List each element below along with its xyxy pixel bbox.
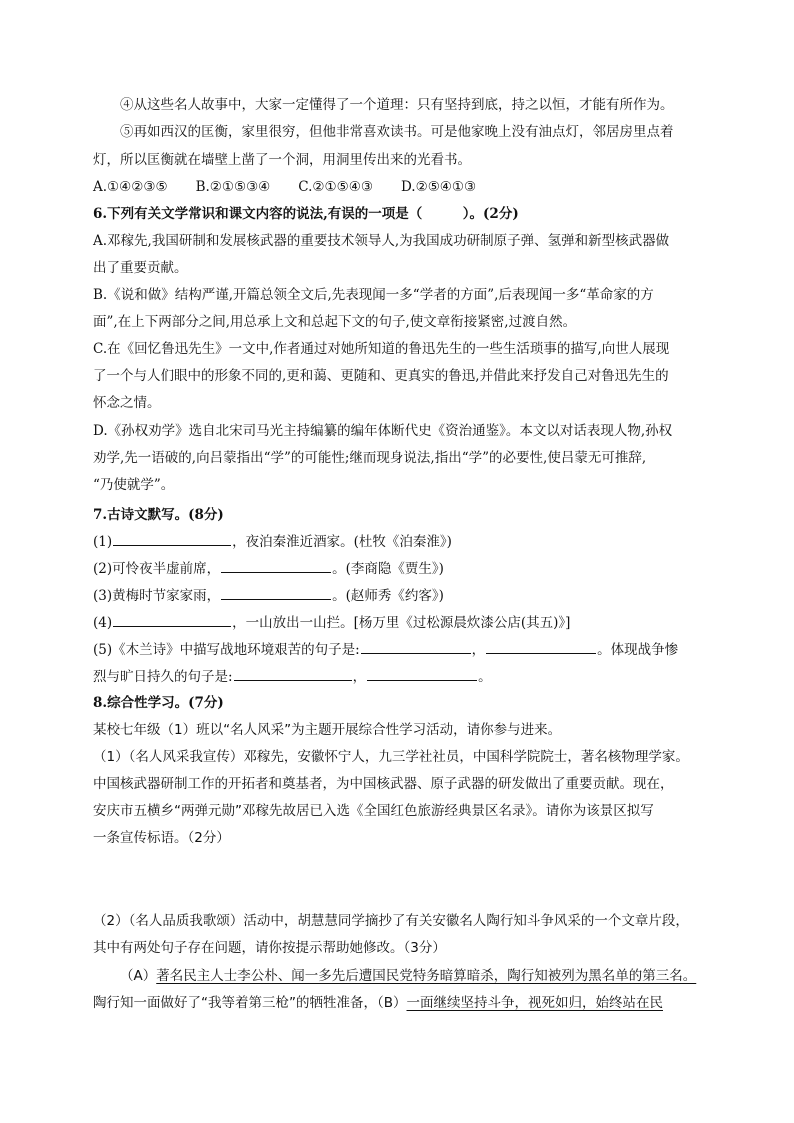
q8-s1-line1: （1）（名人风采我宣传）邓稼先，安徽怀宁人，九三学社社员，中国科学院院士，著名核物理学家。: [93, 749, 689, 765]
q6-option-b-line2: 面”,在上下两部分之间,用总承上文和总起下文的句子,使文章衔接紧密,过渡自然。: [93, 314, 577, 330]
q7-title: 7.古诗文默写。(8分): [93, 507, 224, 523]
q7-part-1: (1) ，夜泊秦淮近酒家。(杜牧《泊秦淮》): [93, 531, 705, 552]
q8-s1-line3: 安庆市五横乡“两弹元勋”邓稼先故居已入选《全国红色旅游经典景区名录》。请你为该景区拟写: [93, 803, 654, 819]
q5-options: [93, 177, 705, 197]
q8-s2-line4: 陶行知一面做好了“我等着第三枪”的牺牲准备，（B）一面继续坚持斗争，视死如归，始终站在民: [93, 995, 663, 1011]
q6-title: 6.下列有关文学常识和课文内容的说法,有误的一项是（ ）。(2分): [93, 206, 519, 222]
q5-option-b[interactable]: B.②①⑤③④: [195, 179, 271, 195]
q6-option-d-line1: D.《孙权劝学》选自北宋司马光主持编纂的编年体断代史《资治通鉴》。本文以对话表现人物,孙权: [93, 423, 673, 439]
q7-part-5-line2: 烈与旷日持久的句子是: ， 。: [93, 666, 705, 687]
q7-blank-2[interactable]: [221, 558, 331, 573]
q7-part-2: (2)可怜夜半虚前席， 。(李商隐《贾生》): [93, 558, 705, 579]
q6-option-a-line2: 出了重要贡献。: [93, 260, 188, 276]
q8-underlined-sentence-a: 著名民主人士李公朴、闻一多先后遭国民党特务暗算暗杀，陶行知被列为黑名单的第三名。: [156, 968, 697, 984]
q7-blank-6[interactable]: [486, 639, 596, 654]
q5-item-4: ④从这些名人故事中，大家一定懂得了一个道理：只有坚持到底，持之以恒，才能有所作为。: [120, 97, 674, 113]
q5-option-a[interactable]: A.①④②③⑤: [93, 179, 168, 195]
q5-option-d[interactable]: D.②⑤④①③: [400, 179, 477, 195]
q7-blank-8[interactable]: [367, 666, 477, 681]
q6-option-c-line2: 了一个与人们眼中的形象不同的,更和蔼、更随和、更真实的鲁迅,并借此来抒发自己对鲁迅先生的: [93, 368, 669, 384]
q7-blank-4[interactable]: [113, 612, 231, 627]
q6-option-b-line1: B.《说和做》结构严谨,开篇总领全文后,先表现闻一多“学者的方面”,后表现闻一多“革命家的方: [93, 287, 654, 303]
q7-blank-3[interactable]: [221, 585, 331, 600]
q6-option-d-line2: 劝学,先一语破的,向吕蒙指出“学”的可能性;继而现身说法,指出“学”的必要性,使吕蒙无可推辞,: [93, 450, 647, 466]
q5-option-c[interactable]: C.②①⑤④③: [298, 179, 373, 195]
q6-option-c-line3: 怀念之情。: [93, 395, 161, 411]
q8-underlined-sentence-b: 一面继续坚持斗争，视死如归，始终站在民: [406, 995, 663, 1011]
q6-option-d-line3: “乃使就学”。: [93, 477, 175, 493]
q6-option-a-line1: A.邓稼先,我国研制和发展核武器的重要技术领导人,为我国成功研制原子弹、氢弹和新型核武器做: [93, 233, 670, 249]
q8-s2-sentence-a: （A）著名民主人士李公朴、闻一多先后遭国民党特务暗算暗杀，陶行知被列为黑名单的第三名。: [120, 968, 697, 984]
q7-part-3: (3)黄梅时节家家雨， 。(赵师秀《约客》): [93, 585, 705, 606]
q8-s2-line2: 其中有两处句子存在问题，请你按提示帮助她修改。（3分）: [93, 940, 446, 956]
q8-intro: 某校七年级（1）班以“名人风采”为主题开展综合性学习活动，请你参与进来。: [93, 722, 562, 738]
q8-s2-line1: （2）（名人品质我歌颂）活动中，胡慧慧同学摘抄了有关安徽名人陶行知斗争风采的一个文章片段，: [93, 913, 689, 929]
q7-blank-1[interactable]: [113, 531, 231, 546]
q7-part-5-line1: (5)《木兰诗》中描写战地环境艰苦的句子是: ， 。体现战争惨: [93, 639, 705, 660]
q6-option-c-line1: C.在《回忆鲁迅先生》一文中,作者通过对她所知道的鲁迅先生的一些生活琐事的描写,向世人展现: [93, 341, 670, 357]
q8-title: 8.综合性学习。(7分): [93, 695, 224, 711]
q5-item-5-line2: 灯，所以匡衡就在墙壁上凿了一个洞，用洞里传出来的光看书。: [93, 152, 471, 168]
q5-item-5-line1: ⑤再如西汉的匡衡，家里很穷，但他非常喜欢读书。可是他家晚上没有油点灯，邻居房里点着: [120, 124, 674, 140]
q8-s1-line4: 一条宣传标语。（2分）: [93, 830, 230, 846]
q8-s1-line2: 中国核武器研制工作的开拓者和奠基者，为中国核武器、原子武器的研发做出了重要贡献。现在，: [93, 776, 674, 792]
q7-part-4: (4) ，一山放出一山拦。[杨万里《过松源晨炊漆公店(其五)》]: [93, 612, 705, 633]
q7-blank-5[interactable]: [361, 639, 471, 654]
q7-blank-7[interactable]: [234, 666, 352, 681]
